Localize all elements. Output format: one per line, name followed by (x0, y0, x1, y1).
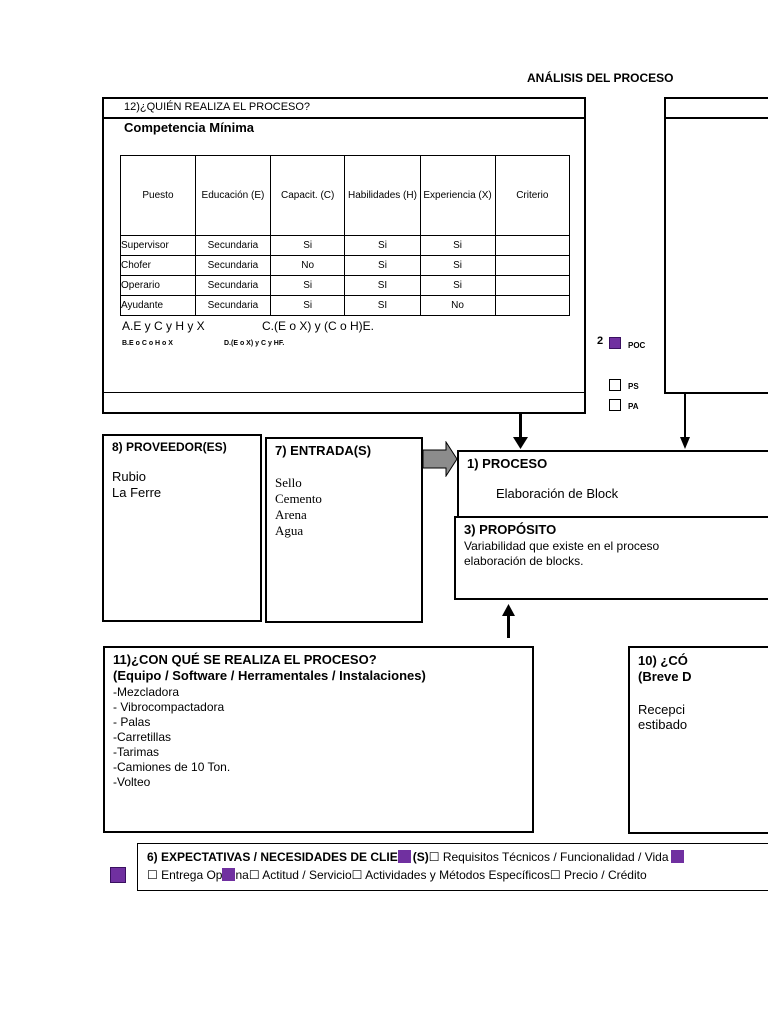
process-box (457, 450, 768, 518)
col-header: Puesto (121, 156, 196, 236)
process-title: 1) PROCESO (467, 456, 548, 471)
activities-label: Actividades y Métodos Específicos (362, 868, 550, 882)
expectations-title: 6) EXPECTATIVAS / NECESIDADES DE CLIE (147, 850, 398, 864)
life-checkbox[interactable] (671, 850, 684, 863)
table-cell: No (420, 296, 495, 316)
col-header: Experiencia (X) (420, 156, 495, 236)
who-inner-bottom (104, 392, 584, 393)
with-what-item: -Volteo (113, 775, 151, 789)
col-header: Capacit. (C) (270, 156, 344, 236)
formula-a: A.E y C y H y X (122, 319, 205, 333)
checkbox-glyph-icon: ☐ (351, 868, 363, 882)
flow-arrow-right (422, 441, 458, 477)
table-cell: No (270, 256, 344, 276)
table-cell: SI (345, 296, 420, 316)
table-row (121, 296, 570, 316)
expectations-box (137, 843, 768, 891)
checkbox-glyph-icon: ☐ (549, 868, 561, 882)
technical-requirements-label: Requisitos Técnicos / Funcionalidad / Vida (439, 850, 669, 864)
purpose-line: Variabilidad que existe en el proceso (464, 539, 660, 553)
table-cell: Si (345, 256, 420, 276)
ps-label: PS (628, 382, 639, 391)
poc-checkbox[interactable] (609, 337, 621, 349)
table-cell: Secundaria (195, 236, 270, 256)
how-subtitle: (Breve D (638, 669, 692, 684)
formula-c: C.(E o X) y (C o H)E. (262, 319, 375, 333)
client-checkbox[interactable] (398, 850, 411, 863)
input-box (265, 437, 423, 623)
supplier-box (102, 434, 262, 622)
expectations-line-2 (147, 868, 647, 882)
check-number: 2 (597, 335, 604, 347)
with-what-item: -Carretillas (113, 730, 172, 744)
table-row (121, 236, 570, 256)
col-header: Criterio (495, 156, 569, 236)
pa-checkbox[interactable] (609, 399, 621, 411)
with-what-item: -Mezcladora (113, 685, 180, 699)
table-cell: Si (345, 236, 420, 256)
table-cell: Si (420, 256, 495, 276)
table-cell: Si (420, 236, 495, 256)
expectations-title-end: (S) (412, 850, 429, 864)
supplier-item: La Ferre (112, 485, 162, 500)
how-box (628, 646, 768, 834)
delivery-label-end: na (235, 868, 249, 882)
right-top-box-divider (666, 117, 768, 119)
table-cell: Si (270, 276, 344, 296)
table-cell: Supervisor (121, 236, 196, 256)
formula-b: B.E o C o H o X (122, 340, 173, 347)
arrow-down-right-head (680, 437, 690, 449)
purpose-line: elaboración de blocks. (464, 554, 584, 568)
price-label: Precio / Crédito (560, 868, 647, 882)
ps-checkbox[interactable] (609, 379, 621, 391)
page-title: ANÁLISIS DEL PROCESO (527, 71, 674, 85)
input-title: 7) ENTRADA(S) (275, 443, 372, 458)
left-purple-marker (110, 867, 126, 883)
table-cell: Secundaria (195, 256, 270, 276)
table-cell (495, 276, 569, 296)
how-line: estibado (638, 717, 688, 732)
table-cell: Si (270, 236, 344, 256)
table-cell: Operario (121, 276, 196, 296)
checkbox-glyph-icon: ☐ (248, 868, 260, 882)
delivery-checkbox[interactable] (222, 868, 235, 881)
table-cell: Chofer (121, 256, 196, 276)
who-title: 12)¿QUIÉN REALIZA EL PROCESO? (124, 101, 311, 113)
table-cell: Si (420, 276, 495, 296)
table-row (121, 256, 570, 276)
table-row (121, 276, 570, 296)
checkbox-glyph-icon: ☐ (147, 868, 158, 882)
how-title: 10) ¿CÓ (638, 653, 688, 668)
purpose-title: 3) PROPÓSITO (464, 522, 557, 537)
table-cell (495, 256, 569, 276)
col-header: Habilidades (H) (345, 156, 420, 236)
with-what-item: - Vibrocompactadora (113, 700, 225, 714)
with-what-item: -Tarimas (113, 745, 160, 759)
pa-label: PA (628, 402, 639, 411)
with-what-item: - Palas (113, 715, 151, 729)
poc-label: POC (628, 341, 646, 350)
with-what-item: -Camiones de 10 Ton. (113, 760, 231, 774)
table-header-row (121, 156, 570, 236)
how-line: Recepci (638, 702, 685, 717)
table-cell: SI (345, 276, 420, 296)
arrow-down-left-head (513, 437, 528, 449)
formula-d: D.(E o X) y C y HF. (224, 340, 285, 347)
table-cell: Secundaria (195, 276, 270, 296)
table-cell: Ayudante (121, 296, 196, 316)
table-cell: Secundaria (195, 296, 270, 316)
col-header: Educación (E) (195, 156, 270, 236)
supplier-title: 8) PROVEEDOR(ES) (112, 440, 227, 454)
who-title-bar (104, 99, 584, 119)
process-value: Elaboración de Block (496, 486, 619, 501)
with-what-box (103, 646, 534, 833)
table-cell (495, 296, 569, 316)
input-item: Cemento (275, 491, 322, 506)
table-cell (495, 236, 569, 256)
who-subtitle: Competencia Mínima (124, 120, 255, 135)
arrow-down-right (684, 394, 686, 440)
expectations-line-1 (147, 850, 684, 864)
purpose-box (454, 516, 768, 600)
table-cell: Si (270, 296, 344, 316)
input-item: Arena (275, 507, 307, 522)
delivery-label: Entrega Op (157, 868, 223, 882)
arrow-up (507, 614, 510, 638)
checkbox-glyph-icon: ☐ (428, 850, 440, 864)
with-what-subtitle: (Equipo / Software / Herramentales / Instalaciones) (113, 668, 426, 683)
right-top-box (664, 97, 768, 394)
competency-table (120, 155, 570, 316)
attitude-label: Actitud / Servicio (259, 868, 352, 882)
input-item: Sello (275, 475, 302, 490)
input-item: Agua (275, 523, 304, 538)
with-what-title: 11)¿CON QUÉ SE REALIZA EL PROCESO? (113, 652, 377, 667)
supplier-item: Rubio (112, 469, 146, 484)
